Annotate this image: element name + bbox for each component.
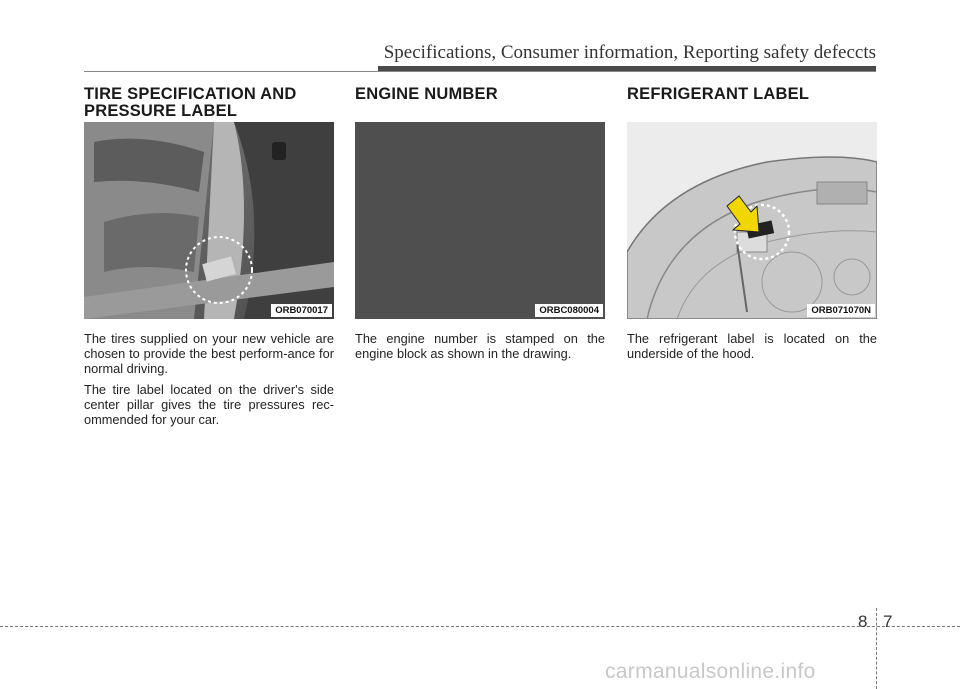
header-rule [84, 71, 876, 72]
section-title: TIRE SPECIFICATION AND PRESSURE LABEL [84, 85, 297, 120]
refrigerant-label-image [627, 122, 877, 319]
section-title: ENGINE NUMBER [355, 85, 498, 103]
image-code: ORB071070N [807, 304, 875, 317]
section-tire-label [84, 86, 334, 427]
footer-rule [0, 626, 960, 627]
hood-underside-illustration [627, 122, 877, 319]
body-paragraph: The refrigerant label is located on the underside of the hood. [627, 331, 877, 361]
engine-number-image [355, 122, 605, 319]
page-number: 7 [883, 612, 893, 631]
body-paragraph: The tire label located on the driver's side center pillar gives the tire pressures rec-ommended for your car. [84, 382, 334, 427]
door-sill-illustration [84, 122, 334, 319]
engine-block-illustration [355, 122, 605, 319]
watermark: carmanualsonline.info [605, 660, 816, 683]
section-engine-number [355, 86, 605, 361]
body-paragraph: The tires supplied on your new vehicle are chosen to provide the best perform-ance for normal driving. [84, 331, 334, 376]
image-code: ORB070017 [271, 304, 332, 317]
footer-divider [876, 608, 877, 689]
image-code: ORBC080004 [535, 304, 603, 317]
tire-label-image [84, 122, 334, 319]
section-refrigerant-label [627, 86, 877, 361]
header-title: Specifications, Consumer information, Reporting safety defeccts [383, 42, 876, 63]
body-paragraph: The engine number is stamped on the engine block as shown in the drawing. [355, 331, 605, 361]
section-title: REFRIGERANT LABEL [627, 85, 810, 103]
chapter-number: 8 [858, 612, 868, 631]
